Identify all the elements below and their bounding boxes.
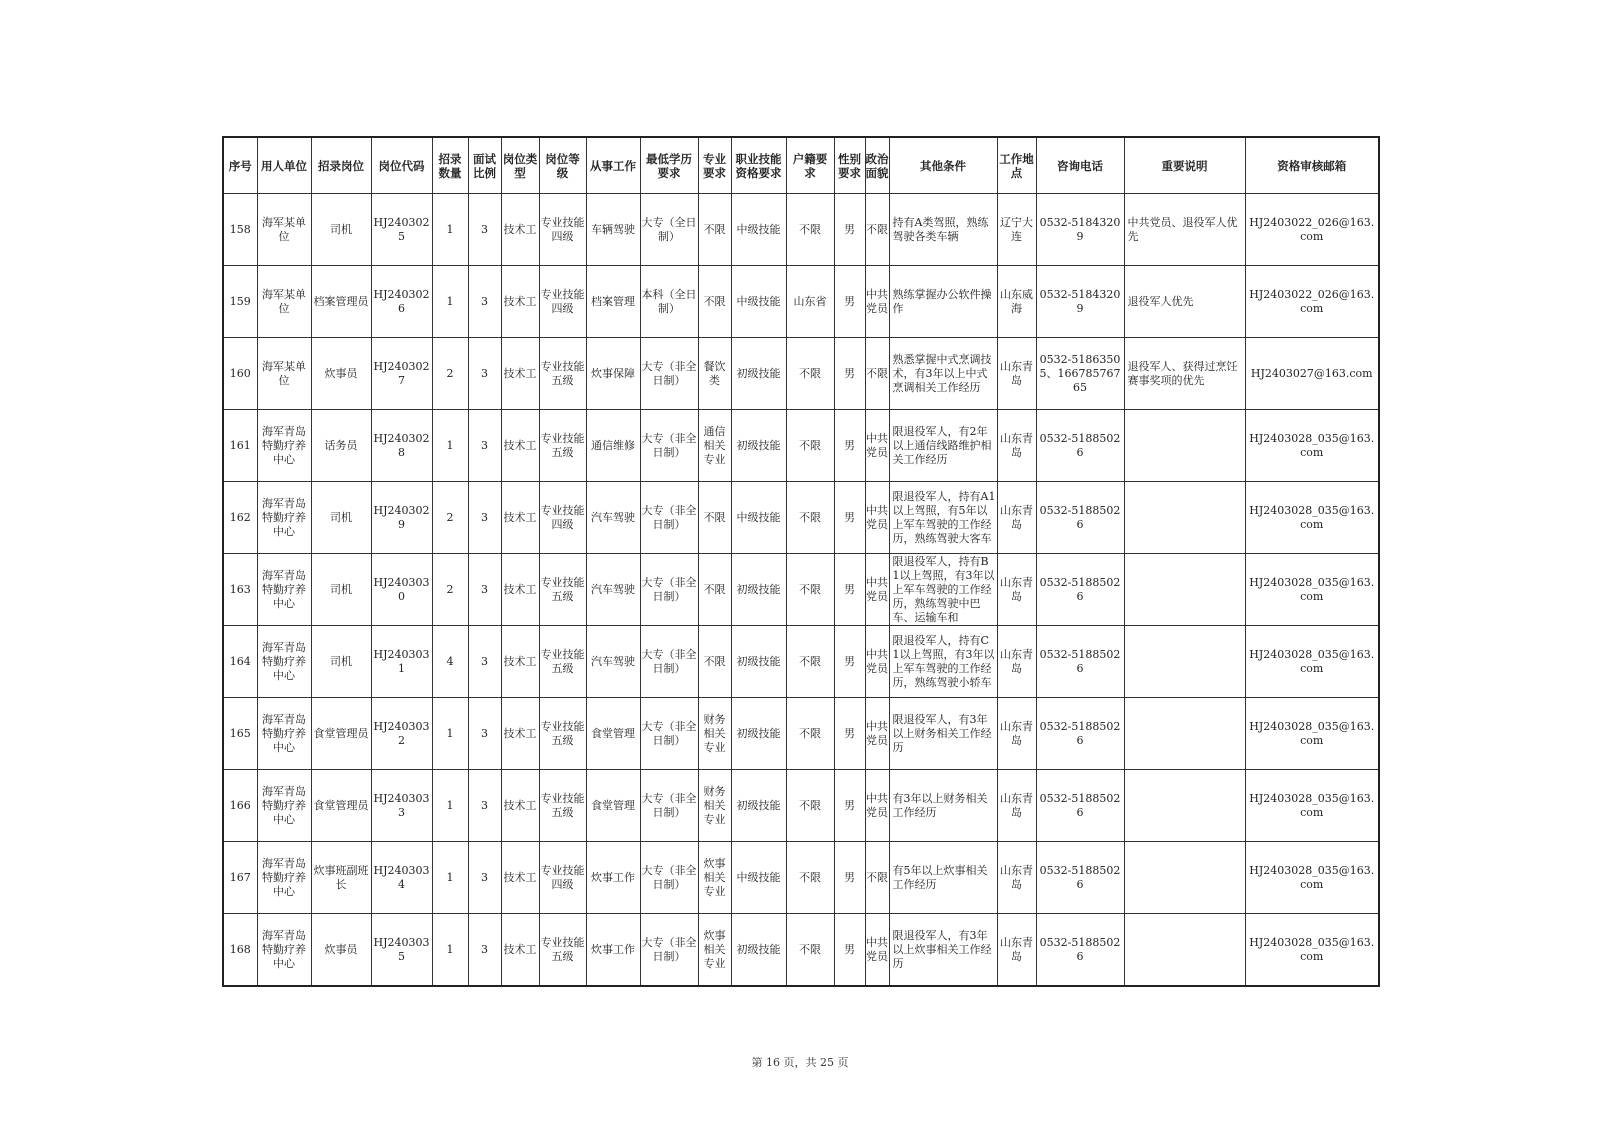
cell-position-type: 技术工 xyxy=(501,842,539,914)
col-header-household: 户籍要求 xyxy=(786,137,834,194)
col-header-notes: 重要说明 xyxy=(1124,137,1245,194)
cell-notes xyxy=(1124,914,1245,987)
cell-notes xyxy=(1124,626,1245,698)
cell-skill-qualification: 中级技能 xyxy=(731,266,786,338)
cell-position-type: 技术工 xyxy=(501,194,539,266)
cell-gender: 男 xyxy=(834,554,865,626)
col-header-position-level: 岗位等级 xyxy=(539,137,586,194)
cell-other-conditions: 熟练掌握办公软件操作 xyxy=(889,266,997,338)
cell-other-conditions: 限退役军人，持有C1以上驾照，有3年以上军车驾驶的工作经历，熟练驾驶小轿车 xyxy=(889,626,997,698)
cell-interview-ratio: 3 xyxy=(468,770,501,842)
cell-position-type: 技术工 xyxy=(501,410,539,482)
cell-interview-ratio: 3 xyxy=(468,266,501,338)
cell-interview-ratio: 3 xyxy=(468,338,501,410)
cell-position-level: 专业技能五级 xyxy=(539,770,586,842)
table-row xyxy=(223,626,1379,698)
cell-position: 食堂管理员 xyxy=(311,698,371,770)
cell-position: 司机 xyxy=(311,554,371,626)
cell-index: 162 xyxy=(223,482,257,554)
cell-position: 档案管理员 xyxy=(311,266,371,338)
cell-major: 炊事相关专业 xyxy=(698,914,731,987)
cell-employer: 海军青岛特勤疗养中心 xyxy=(257,626,311,698)
col-header-political: 政治面貌 xyxy=(865,137,889,194)
cell-notes: 退役军人优先 xyxy=(1124,266,1245,338)
cell-quota: 1 xyxy=(432,194,468,266)
cell-notes: 中共党员、退役军人优先 xyxy=(1124,194,1245,266)
cell-interview-ratio: 3 xyxy=(468,914,501,987)
cell-index: 163 xyxy=(223,554,257,626)
cell-political: 中共党员 xyxy=(865,914,889,987)
col-header-work: 从事工作 xyxy=(586,137,640,194)
col-header-index: 序号 xyxy=(223,137,257,194)
cell-location: 山东青岛 xyxy=(997,482,1036,554)
cell-major: 通信相关专业 xyxy=(698,410,731,482)
table-row xyxy=(223,914,1379,987)
cell-position: 司机 xyxy=(311,482,371,554)
cell-education: 大专（非全日制） xyxy=(640,626,698,698)
cell-employer: 海军青岛特勤疗养中心 xyxy=(257,482,311,554)
cell-position-code: HJ2403030 xyxy=(371,554,432,626)
cell-gender: 男 xyxy=(834,338,865,410)
cell-index: 160 xyxy=(223,338,257,410)
cell-education: 本科（全日制） xyxy=(640,266,698,338)
cell-position-level: 专业技能四级 xyxy=(539,266,586,338)
cell-location: 山东青岛 xyxy=(997,914,1036,987)
cell-position: 炊事员 xyxy=(311,338,371,410)
cell-index: 165 xyxy=(223,698,257,770)
cell-other-conditions: 限退役军人，持有A1以上驾照，有5年以上军车驾驶的工作经历，熟练驾驶大客车 xyxy=(889,482,997,554)
cell-location: 山东青岛 xyxy=(997,554,1036,626)
cell-political: 不限 xyxy=(865,842,889,914)
cell-email: HJ2403027@163.com xyxy=(1245,338,1379,410)
cell-position-code: HJ2403027 xyxy=(371,338,432,410)
cell-quota: 2 xyxy=(432,338,468,410)
col-header-position-code: 岗位代码 xyxy=(371,137,432,194)
cell-position-type: 技术工 xyxy=(501,626,539,698)
cell-quota: 4 xyxy=(432,626,468,698)
cell-notes: 退役军人、获得过烹饪赛事奖项的优先 xyxy=(1124,338,1245,410)
cell-position: 炊事班副班长 xyxy=(311,842,371,914)
cell-quota: 1 xyxy=(432,266,468,338)
cell-position-type: 技术工 xyxy=(501,338,539,410)
cell-household: 不限 xyxy=(786,698,834,770)
cell-skill-qualification: 初级技能 xyxy=(731,626,786,698)
cell-major: 不限 xyxy=(698,626,731,698)
col-header-email: 资格审核邮箱 xyxy=(1245,137,1379,194)
cell-education: 大专（非全日制） xyxy=(640,482,698,554)
cell-employer: 海军青岛特勤疗养中心 xyxy=(257,698,311,770)
cell-major: 炊事相关专业 xyxy=(698,842,731,914)
cell-position: 话务员 xyxy=(311,410,371,482)
cell-location: 山东青岛 xyxy=(997,842,1036,914)
col-header-education: 最低学历要求 xyxy=(640,137,698,194)
cell-position-level: 专业技能四级 xyxy=(539,194,586,266)
cell-major: 财务相关专业 xyxy=(698,698,731,770)
cell-quota: 1 xyxy=(432,842,468,914)
cell-other-conditions: 有3年以上财务相关工作经历 xyxy=(889,770,997,842)
cell-notes xyxy=(1124,410,1245,482)
cell-employer: 海军青岛特勤疗养中心 xyxy=(257,554,311,626)
cell-education: 大专（非全日制） xyxy=(640,698,698,770)
cell-interview-ratio: 3 xyxy=(468,554,501,626)
cell-political: 中共党员 xyxy=(865,554,889,626)
cell-education: 大专（非全日制） xyxy=(640,914,698,987)
cell-work: 炊事保障 xyxy=(586,338,640,410)
col-header-skill-qualification: 职业技能资格要求 xyxy=(731,137,786,194)
table-row xyxy=(223,770,1379,842)
cell-household: 不限 xyxy=(786,554,834,626)
cell-position-type: 技术工 xyxy=(501,482,539,554)
col-header-gender: 性别要求 xyxy=(834,137,865,194)
cell-email: HJ2403022_026@163.com xyxy=(1245,194,1379,266)
cell-gender: 男 xyxy=(834,194,865,266)
cell-political: 中共党员 xyxy=(865,482,889,554)
cell-employer: 海军青岛特勤疗养中心 xyxy=(257,842,311,914)
cell-phone: 0532-51885026 xyxy=(1036,914,1124,987)
cell-phone: 0532-51885026 xyxy=(1036,554,1124,626)
cell-notes xyxy=(1124,770,1245,842)
cell-major: 餐饮类 xyxy=(698,338,731,410)
table-row xyxy=(223,482,1379,554)
cell-email: HJ2403028_035@163.com xyxy=(1245,842,1379,914)
cell-work: 炊事工作 xyxy=(586,842,640,914)
col-header-major: 专业要求 xyxy=(698,137,731,194)
cell-interview-ratio: 3 xyxy=(468,698,501,770)
col-header-position-type: 岗位类型 xyxy=(501,137,539,194)
cell-employer: 海军青岛特勤疗养中心 xyxy=(257,770,311,842)
cell-email: HJ2403022_026@163.com xyxy=(1245,266,1379,338)
cell-quota: 1 xyxy=(432,410,468,482)
cell-household: 不限 xyxy=(786,482,834,554)
cell-employer: 海军青岛特勤疗养中心 xyxy=(257,914,311,987)
cell-household: 不限 xyxy=(786,338,834,410)
cell-position-type: 技术工 xyxy=(501,698,539,770)
cell-work: 食堂管理 xyxy=(586,770,640,842)
cell-position-code: HJ2403033 xyxy=(371,770,432,842)
cell-interview-ratio: 3 xyxy=(468,626,501,698)
cell-index: 164 xyxy=(223,626,257,698)
cell-work: 炊事工作 xyxy=(586,914,640,987)
cell-position-code: HJ2403028 xyxy=(371,410,432,482)
cell-education: 大专（非全日制） xyxy=(640,410,698,482)
cell-position-level: 专业技能五级 xyxy=(539,338,586,410)
col-header-other-conditions: 其他条件 xyxy=(889,137,997,194)
cell-email: HJ2403028_035@163.com xyxy=(1245,626,1379,698)
cell-work: 汽车驾驶 xyxy=(586,626,640,698)
cell-education: 大专（非全日制） xyxy=(640,338,698,410)
col-header-position: 招录岗位 xyxy=(311,137,371,194)
cell-position-type: 技术工 xyxy=(501,914,539,987)
cell-skill-qualification: 初级技能 xyxy=(731,554,786,626)
page-footer: 第 16 页，共 25 页 xyxy=(751,1056,849,1069)
cell-position-level: 专业技能五级 xyxy=(539,698,586,770)
cell-notes xyxy=(1124,698,1245,770)
cell-email: HJ2403028_035@163.com xyxy=(1245,554,1379,626)
cell-position-code: HJ2403025 xyxy=(371,194,432,266)
cell-quota: 1 xyxy=(432,698,468,770)
cell-phone: 0532-51885026 xyxy=(1036,410,1124,482)
cell-work: 食堂管理 xyxy=(586,698,640,770)
cell-employer: 海军某单位 xyxy=(257,194,311,266)
cell-skill-qualification: 初级技能 xyxy=(731,698,786,770)
cell-skill-qualification: 初级技能 xyxy=(731,338,786,410)
cell-position-level: 专业技能四级 xyxy=(539,482,586,554)
cell-skill-qualification: 中级技能 xyxy=(731,842,786,914)
cell-other-conditions: 限退役军人，有3年以上炊事相关工作经历 xyxy=(889,914,997,987)
cell-interview-ratio: 3 xyxy=(468,194,501,266)
cell-position-type: 技术工 xyxy=(501,770,539,842)
cell-location: 山东威海 xyxy=(997,266,1036,338)
cell-position-code: HJ2403032 xyxy=(371,698,432,770)
recruitment-table xyxy=(222,136,1380,987)
cell-work: 通信维修 xyxy=(586,410,640,482)
cell-household: 不限 xyxy=(786,914,834,987)
table-row xyxy=(223,266,1379,338)
cell-employer: 海军青岛特勤疗养中心 xyxy=(257,410,311,482)
cell-email: HJ2403028_035@163.com xyxy=(1245,698,1379,770)
cell-work: 车辆驾驶 xyxy=(586,194,640,266)
cell-gender: 男 xyxy=(834,770,865,842)
cell-other-conditions: 持有A类驾照，熟练驾驶各类车辆 xyxy=(889,194,997,266)
cell-phone: 0532-51863505、16678576765 xyxy=(1036,338,1124,410)
cell-major: 不限 xyxy=(698,482,731,554)
cell-phone: 0532-51843209 xyxy=(1036,194,1124,266)
cell-position: 司机 xyxy=(311,626,371,698)
cell-phone: 0532-51885026 xyxy=(1036,770,1124,842)
cell-position-level: 专业技能五级 xyxy=(539,626,586,698)
cell-political: 中共党员 xyxy=(865,698,889,770)
cell-major: 不限 xyxy=(698,554,731,626)
cell-work: 汽车驾驶 xyxy=(586,554,640,626)
cell-phone: 0532-51885026 xyxy=(1036,482,1124,554)
cell-position-code: HJ2403035 xyxy=(371,914,432,987)
cell-education: 大专（非全日制） xyxy=(640,842,698,914)
cell-email: HJ2403028_035@163.com xyxy=(1245,410,1379,482)
cell-skill-qualification: 中级技能 xyxy=(731,194,786,266)
cell-gender: 男 xyxy=(834,626,865,698)
cell-index: 167 xyxy=(223,842,257,914)
cell-household: 不限 xyxy=(786,626,834,698)
cell-gender: 男 xyxy=(834,914,865,987)
cell-location: 山东青岛 xyxy=(997,626,1036,698)
cell-location: 山东青岛 xyxy=(997,770,1036,842)
cell-education: 大专（非全日制） xyxy=(640,554,698,626)
cell-other-conditions: 有5年以上炊事相关工作经历 xyxy=(889,842,997,914)
cell-position-code: HJ2403029 xyxy=(371,482,432,554)
cell-index: 161 xyxy=(223,410,257,482)
cell-location: 山东青岛 xyxy=(997,410,1036,482)
cell-position: 食堂管理员 xyxy=(311,770,371,842)
cell-political: 中共党员 xyxy=(865,770,889,842)
cell-phone: 0532-51885026 xyxy=(1036,842,1124,914)
cell-position: 司机 xyxy=(311,194,371,266)
col-header-location: 工作地点 xyxy=(997,137,1036,194)
table-row xyxy=(223,554,1379,626)
cell-political: 不限 xyxy=(865,338,889,410)
cell-index: 158 xyxy=(223,194,257,266)
table-row xyxy=(223,194,1379,266)
cell-skill-qualification: 初级技能 xyxy=(731,914,786,987)
table-row xyxy=(223,698,1379,770)
cell-gender: 男 xyxy=(834,842,865,914)
cell-work: 汽车驾驶 xyxy=(586,482,640,554)
cell-major: 不限 xyxy=(698,266,731,338)
cell-education: 大专（全日制） xyxy=(640,194,698,266)
cell-phone: 0532-51885026 xyxy=(1036,626,1124,698)
cell-quota: 1 xyxy=(432,770,468,842)
cell-gender: 男 xyxy=(834,698,865,770)
cell-political: 中共党员 xyxy=(865,410,889,482)
cell-position-code: HJ2403034 xyxy=(371,842,432,914)
cell-location: 山东青岛 xyxy=(997,338,1036,410)
cell-employer: 海军某单位 xyxy=(257,338,311,410)
cell-location: 山东青岛 xyxy=(997,698,1036,770)
cell-email: HJ2403028_035@163.com xyxy=(1245,914,1379,987)
cell-gender: 男 xyxy=(834,410,865,482)
table-row xyxy=(223,410,1379,482)
cell-gender: 男 xyxy=(834,266,865,338)
cell-political: 不限 xyxy=(865,194,889,266)
cell-household: 山东省 xyxy=(786,266,834,338)
cell-skill-qualification: 初级技能 xyxy=(731,770,786,842)
cell-phone: 0532-51843209 xyxy=(1036,266,1124,338)
cell-position-type: 技术工 xyxy=(501,266,539,338)
cell-index: 168 xyxy=(223,914,257,987)
cell-notes xyxy=(1124,554,1245,626)
col-header-quota: 招录数量 xyxy=(432,137,468,194)
cell-quota: 2 xyxy=(432,554,468,626)
cell-gender: 男 xyxy=(834,482,865,554)
cell-position-level: 专业技能五级 xyxy=(539,914,586,987)
cell-skill-qualification: 初级技能 xyxy=(731,410,786,482)
cell-index: 166 xyxy=(223,770,257,842)
cell-skill-qualification: 中级技能 xyxy=(731,482,786,554)
col-header-employer: 用人单位 xyxy=(257,137,311,194)
cell-interview-ratio: 3 xyxy=(468,482,501,554)
cell-interview-ratio: 3 xyxy=(468,842,501,914)
col-header-phone: 咨询电话 xyxy=(1036,137,1124,194)
cell-household: 不限 xyxy=(786,410,834,482)
cell-position-level: 专业技能四级 xyxy=(539,842,586,914)
cell-major: 财务相关专业 xyxy=(698,770,731,842)
cell-notes xyxy=(1124,482,1245,554)
cell-work: 档案管理 xyxy=(586,266,640,338)
cell-email: HJ2403028_035@163.com xyxy=(1245,482,1379,554)
cell-household: 不限 xyxy=(786,770,834,842)
header-row xyxy=(223,137,1379,194)
col-header-interview-ratio: 面试比例 xyxy=(468,137,501,194)
cell-political: 中共党员 xyxy=(865,266,889,338)
cell-other-conditions: 限退役军人，有3年以上财务相关工作经历 xyxy=(889,698,997,770)
cell-position-type: 技术工 xyxy=(501,554,539,626)
cell-position-code: HJ2403031 xyxy=(371,626,432,698)
cell-major: 不限 xyxy=(698,194,731,266)
cell-education: 大专（非全日制） xyxy=(640,770,698,842)
cell-household: 不限 xyxy=(786,842,834,914)
cell-location: 辽宁大连 xyxy=(997,194,1036,266)
cell-interview-ratio: 3 xyxy=(468,410,501,482)
cell-other-conditions: 限退役军人，有2年以上通信线路维护相关工作经历 xyxy=(889,410,997,482)
cell-notes xyxy=(1124,842,1245,914)
table-row xyxy=(223,842,1379,914)
cell-household: 不限 xyxy=(786,194,834,266)
cell-phone: 0532-51885026 xyxy=(1036,698,1124,770)
cell-political: 中共党员 xyxy=(865,626,889,698)
cell-quota: 1 xyxy=(432,914,468,987)
cell-position-level: 专业技能五级 xyxy=(539,410,586,482)
cell-index: 159 xyxy=(223,266,257,338)
table-row xyxy=(223,338,1379,410)
cell-position: 炊事员 xyxy=(311,914,371,987)
cell-position-code: HJ2403026 xyxy=(371,266,432,338)
cell-position-level: 专业技能五级 xyxy=(539,554,586,626)
cell-other-conditions: 限退役军人，持有B1以上驾照，有3年以上军车驾驶的工作经历，熟练驾驶中巴车、运输车和 xyxy=(889,554,997,626)
cell-employer: 海军某单位 xyxy=(257,266,311,338)
cell-email: HJ2403028_035@163.com xyxy=(1245,770,1379,842)
cell-quota: 2 xyxy=(432,482,468,554)
cell-other-conditions: 熟悉掌握中式烹调技术，有3年以上中式烹调相关工作经历 xyxy=(889,338,997,410)
